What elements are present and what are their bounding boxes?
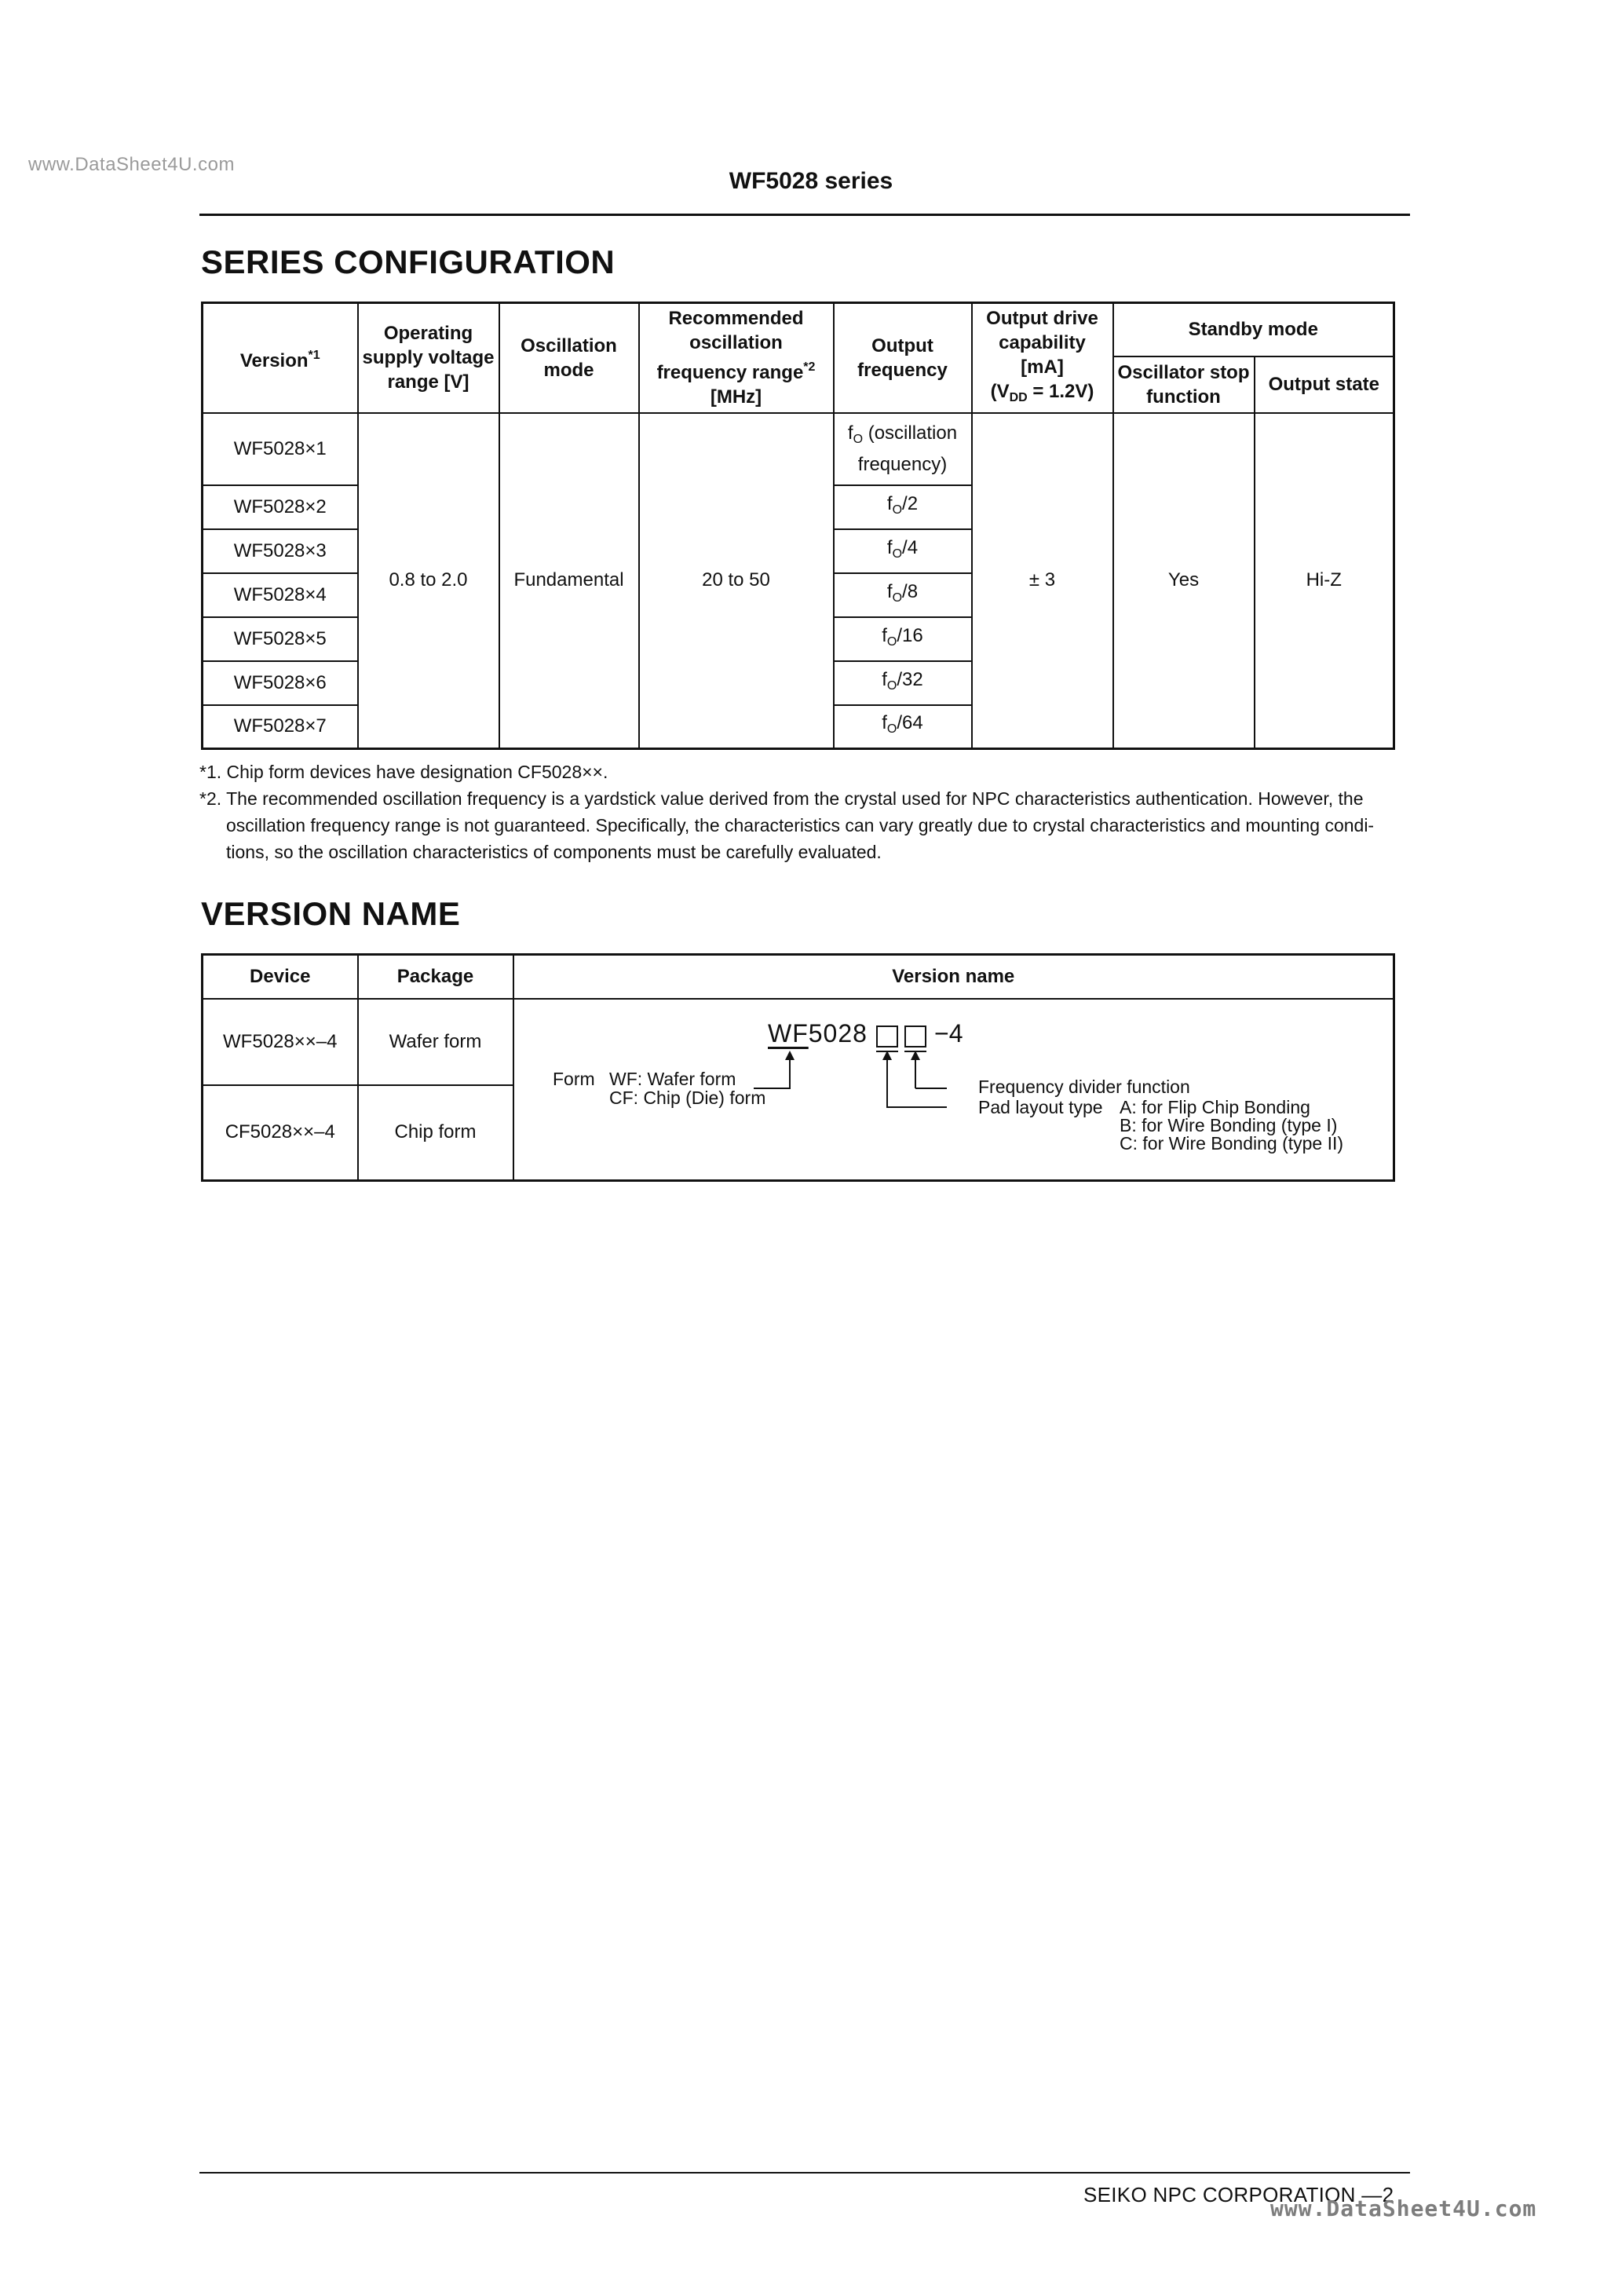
version-cell: WF5028×4 (203, 573, 358, 617)
version-cell: WF5028×3 (203, 529, 358, 573)
package-cell: Wafer form (358, 999, 513, 1085)
recommended-frequency-cell: 20 to 50 (639, 413, 834, 749)
form-cf: CF: Chip (Die) form (609, 1088, 766, 1108)
output-frequency-cell: $f_O/64$ (834, 705, 972, 749)
table-row (203, 413, 1394, 485)
output-frequency-cell: $f_O$ (oscillation frequency) (834, 413, 972, 485)
watermark-top: www.DataSheet4U.com (28, 154, 235, 175)
supply-voltage-cell: 0.8 to 2.0 (358, 413, 499, 749)
form-arrow-head (785, 1051, 795, 1060)
header-output-frequency: Output frequency (834, 303, 972, 413)
version-cell: WF5028×6 (203, 661, 358, 705)
package-cell: Chip form (358, 1085, 513, 1181)
version-code-prefix: WF (768, 1019, 809, 1047)
divider-box (904, 1026, 926, 1047)
version-code (768, 1019, 868, 1048)
output-frequency-cell: $f_O/2$ (834, 485, 972, 529)
header-rule (199, 214, 1410, 216)
oscillation-mode-cell: Fundamental (499, 413, 639, 749)
device-cell: CF5028××–4 (203, 1085, 358, 1181)
footer-rule (199, 2172, 1410, 2174)
divider-arrow-head (911, 1051, 920, 1060)
footnote-1: *1. Chip form devices have designation CF5028××. (199, 762, 608, 782)
series-configuration-heading: SERIES CONFIGURATION (201, 243, 616, 280)
version-code-suffix: −4 (934, 1019, 963, 1047)
header-standby-mode: Standby mode (1113, 303, 1394, 356)
version-cell: WF5028×2 (203, 485, 358, 529)
oscillator-stop-cell: Yes (1113, 413, 1255, 749)
output-frequency-cell: $f_O/4$ (834, 529, 972, 573)
frequency-divider-label: Frequency divider function (978, 1077, 1190, 1097)
footer-text: SEIKO NPC CORPORATION —2 (1083, 2183, 1394, 2206)
footnote-2-line-2: oscillation frequency range is not guaranteed. Specifically, the characteristics can vary greatly due to crystal characteristics and mounting condi- (226, 815, 1375, 835)
version-cell: WF5028×7 (203, 705, 358, 749)
version-code-number: 5028 (808, 1019, 868, 1047)
pad-arrow-line (887, 1057, 947, 1107)
device-cell: WF5028××–4 (203, 999, 358, 1085)
pad-layout-b: B: for Wire Bonding (type I) (1120, 1115, 1338, 1135)
version-name-heading: VERSION NAME (201, 895, 461, 932)
pad-layout-box (876, 1026, 898, 1047)
output-drive-cell: ± 3 (972, 413, 1113, 749)
form-wf: WF: Wafer form (609, 1069, 736, 1089)
watermark-bottom: www.DataSheet4U.com (1270, 2195, 1537, 2221)
header-recommended-frequency: Recommended oscillation frequency range$^{*2}$ [MHz] (639, 303, 834, 413)
output-frequency-cell: $f_O/8$ (834, 573, 972, 617)
running-head: WF5028 series (729, 168, 893, 194)
version-cell: WF5028×1 (203, 413, 358, 485)
header-package: Package (358, 955, 513, 999)
header-oscillator-stop: Oscillator stop function (1113, 356, 1255, 413)
pad-layout-a: A: for Flip Chip Bonding (1120, 1097, 1310, 1117)
header-output-drive: Output drive capability [mA] $(V_{DD} = 1.2V)$ (972, 303, 1113, 413)
version-cell: WF5028×5 (203, 617, 358, 661)
output-frequency-cell: $f_O/16$ (834, 617, 972, 661)
header-output-state: Output state (1255, 356, 1394, 413)
form-label: Form (553, 1069, 595, 1089)
footnote-2-line-3: tions, so the oscillation characteristics of components must be carefully evaluated. (226, 842, 882, 862)
series-configuration-table (201, 302, 1395, 750)
output-state-cell: Hi-Z (1255, 413, 1394, 749)
pad-layout-c: C: for Wire Bonding (type II) (1120, 1133, 1344, 1153)
header-version: Version$^{*1}$ (203, 303, 358, 413)
output-frequency-cell: $f_O/32$ (834, 661, 972, 705)
header-supply-voltage: Operating supply voltage range [V] (358, 303, 499, 413)
pad-arrow-head (882, 1051, 892, 1060)
header-device: Device (203, 955, 358, 999)
pad-layout-label: Pad layout type (978, 1097, 1103, 1117)
header-version-name: Version name (513, 955, 1394, 999)
header-oscillation-mode: Oscillation mode (499, 303, 639, 413)
footnotes (199, 759, 1383, 865)
form-arrow-line (754, 1057, 790, 1088)
footnote-2-line-1: *2. The recommended oscillation frequency is a yardstick value derived from the crystal used for NPC characteristics authentication. However, the (199, 788, 1364, 809)
version-code-arrows (754, 1051, 958, 1113)
